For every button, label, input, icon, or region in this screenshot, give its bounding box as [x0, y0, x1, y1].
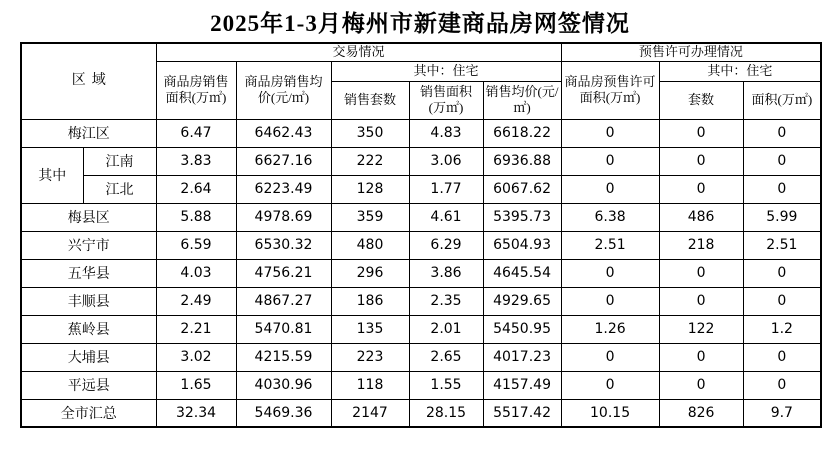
avg-price-column-header: 商品房销售均价(元/㎡) — [236, 61, 331, 119]
value-cell: 3.02 — [156, 343, 236, 371]
value-cell: 4.03 — [156, 259, 236, 287]
table-row — [21, 147, 821, 175]
value-cell: 3.86 — [409, 259, 483, 287]
value-cell: 2.21 — [156, 315, 236, 343]
table-row — [21, 119, 821, 147]
subregion-cell: 江北 — [83, 175, 156, 203]
value-cell: 0 — [743, 119, 821, 147]
value-cell: 0 — [659, 119, 743, 147]
value-cell: 6067.62 — [483, 175, 561, 203]
value-cell: 10.15 — [561, 399, 659, 427]
presale-residential-subheader: 其中：住宅 — [659, 61, 821, 81]
value-cell: 1.65 — [156, 371, 236, 399]
value-cell: 0 — [659, 343, 743, 371]
value-cell: 128 — [331, 175, 409, 203]
value-cell: 480 — [331, 231, 409, 259]
presale-units-column-header: 套数 — [659, 81, 743, 119]
value-cell: 0 — [561, 287, 659, 315]
value-cell: 826 — [659, 399, 743, 427]
table-row — [21, 371, 821, 399]
value-cell: 135 — [331, 315, 409, 343]
region-column-header: 区域 — [21, 43, 156, 119]
value-cell: 9.7 — [743, 399, 821, 427]
value-cell: 1.55 — [409, 371, 483, 399]
value-cell: 4978.69 — [236, 203, 331, 231]
region-cell: 全市汇总 — [21, 399, 156, 427]
value-cell: 0 — [743, 259, 821, 287]
value-cell: 350 — [331, 119, 409, 147]
table-row — [21, 259, 821, 287]
value-cell: 4867.27 — [236, 287, 331, 315]
table-body — [21, 119, 821, 427]
value-cell: 5450.95 — [483, 315, 561, 343]
value-cell: 5395.73 — [483, 203, 561, 231]
value-cell: 5469.36 — [236, 399, 331, 427]
value-cell: 0 — [561, 259, 659, 287]
presale-res-area-column-header: 面积(万㎡) — [743, 81, 821, 119]
table-row — [21, 287, 821, 315]
value-cell: 2.49 — [156, 287, 236, 315]
units-sold-column-header: 销售套数 — [331, 81, 409, 119]
table-header — [21, 43, 821, 119]
value-cell: 0 — [743, 175, 821, 203]
value-cell: 6936.88 — [483, 147, 561, 175]
value-cell: 2.01 — [409, 315, 483, 343]
region-cell: 五华县 — [21, 259, 156, 287]
value-cell: 0 — [561, 371, 659, 399]
region-cell: 丰顺县 — [21, 287, 156, 315]
value-cell: 32.34 — [156, 399, 236, 427]
value-cell: 122 — [659, 315, 743, 343]
res-sales-area-column-header: 销售面积(万㎡) — [409, 81, 483, 119]
value-cell: 2.51 — [743, 231, 821, 259]
value-cell: 6.59 — [156, 231, 236, 259]
value-cell: 4929.65 — [483, 287, 561, 315]
value-cell: 0 — [561, 175, 659, 203]
housing-stats-table — [20, 42, 822, 428]
value-cell: 6530.32 — [236, 231, 331, 259]
value-cell: 4.83 — [409, 119, 483, 147]
region-cell: 大埔县 — [21, 343, 156, 371]
value-cell: 0 — [659, 371, 743, 399]
value-cell: 186 — [331, 287, 409, 315]
value-cell: 5.88 — [156, 203, 236, 231]
value-cell: 223 — [331, 343, 409, 371]
sales-area-column-header: 商品房销售面积(万㎡) — [156, 61, 236, 119]
value-cell: 0 — [743, 147, 821, 175]
value-cell: 0 — [659, 287, 743, 315]
value-cell: 6.38 — [561, 203, 659, 231]
value-cell: 6223.49 — [236, 175, 331, 203]
value-cell: 6462.43 — [236, 119, 331, 147]
value-cell: 5470.81 — [236, 315, 331, 343]
value-cell: 6504.93 — [483, 231, 561, 259]
value-cell: 359 — [331, 203, 409, 231]
value-cell: 6.29 — [409, 231, 483, 259]
value-cell: 6618.22 — [483, 119, 561, 147]
value-cell: 4017.23 — [483, 343, 561, 371]
subregion-cell: 江南 — [83, 147, 156, 175]
value-cell: 0 — [743, 343, 821, 371]
value-cell: 4.61 — [409, 203, 483, 231]
region-cell: 蕉岭县 — [21, 315, 156, 343]
value-cell: 2.35 — [409, 287, 483, 315]
table-row — [21, 399, 821, 427]
region-cell: 平远县 — [21, 371, 156, 399]
value-cell: 4645.54 — [483, 259, 561, 287]
table-row — [21, 175, 821, 203]
value-cell: 1.2 — [743, 315, 821, 343]
value-cell: 222 — [331, 147, 409, 175]
value-cell: 2147 — [331, 399, 409, 427]
region-cell: 梅县区 — [21, 203, 156, 231]
value-cell: 4157.49 — [483, 371, 561, 399]
value-cell: 1.26 — [561, 315, 659, 343]
value-cell: 0 — [659, 147, 743, 175]
value-cell: 486 — [659, 203, 743, 231]
value-cell: 218 — [659, 231, 743, 259]
header-row-groups — [21, 43, 821, 61]
value-cell: 4756.21 — [236, 259, 331, 287]
value-cell: 6.47 — [156, 119, 236, 147]
table-row — [21, 231, 821, 259]
value-cell: 3.06 — [409, 147, 483, 175]
region-cell: 梅江区 — [21, 119, 156, 147]
value-cell: 2.65 — [409, 343, 483, 371]
value-cell: 118 — [331, 371, 409, 399]
value-cell: 2.51 — [561, 231, 659, 259]
value-cell: 5.99 — [743, 203, 821, 231]
region-cell: 兴宁市 — [21, 231, 156, 259]
value-cell: 0 — [659, 175, 743, 203]
value-cell: 0 — [743, 287, 821, 315]
value-cell: 0 — [743, 371, 821, 399]
value-cell: 1.77 — [409, 175, 483, 203]
value-cell: 0 — [561, 119, 659, 147]
table-row — [21, 315, 821, 343]
value-cell: 0 — [659, 259, 743, 287]
res-avg-price-column-header: 销售均价(元/㎡) — [483, 81, 561, 119]
table-row — [21, 343, 821, 371]
value-cell: 2.64 — [156, 175, 236, 203]
value-cell: 0 — [561, 147, 659, 175]
value-cell: 6627.16 — [236, 147, 331, 175]
page-title: 2025年1-3月梅州市新建商品房网签情况 — [210, 11, 630, 36]
value-cell: 28.15 — [409, 399, 483, 427]
presale-area-column-header: 商品房预售许可面积(万㎡) — [561, 61, 659, 119]
value-cell: 4215.59 — [236, 343, 331, 371]
transaction-group-header: 交易情况 — [156, 43, 561, 61]
table-row — [21, 203, 821, 231]
value-cell: 296 — [331, 259, 409, 287]
residential-subheader: 其中：住宅 — [331, 61, 561, 81]
value-cell: 0 — [561, 343, 659, 371]
region-group-cell: 其中 — [21, 147, 83, 203]
presale-group-header: 预售许可办理情况 — [561, 43, 821, 61]
value-cell: 3.83 — [156, 147, 236, 175]
value-cell: 5517.42 — [483, 399, 561, 427]
value-cell: 4030.96 — [236, 371, 331, 399]
